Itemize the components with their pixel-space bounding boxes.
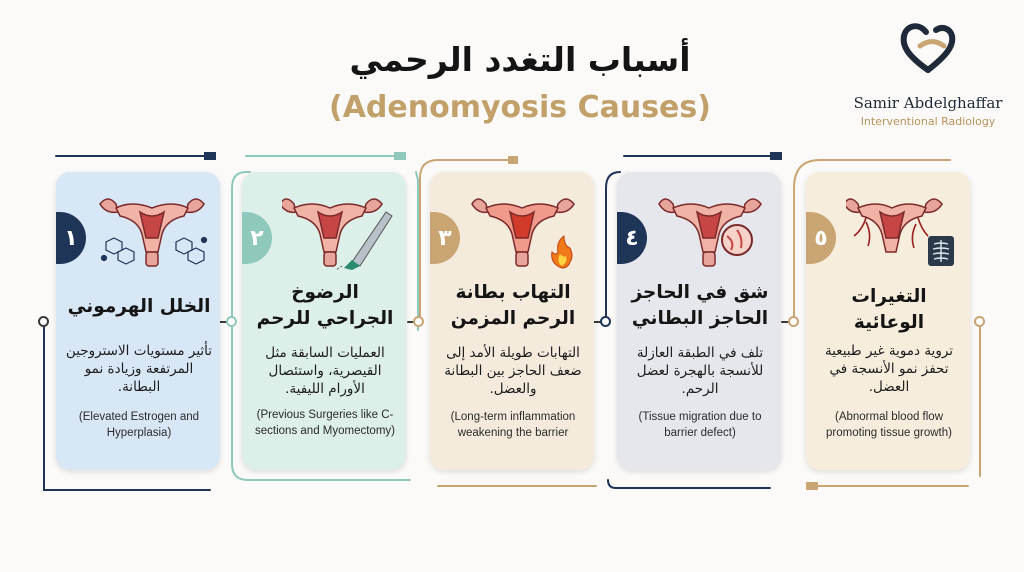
card-number-badge: ١ [56, 212, 86, 264]
card-number-badge: ٥ [806, 212, 836, 264]
cause-card-barrier-defect [617, 172, 781, 470]
connector-dot [974, 316, 985, 327]
cause-card-surgical [242, 172, 406, 470]
connector-dot [788, 316, 799, 327]
card-number-badge: ٣ [430, 212, 460, 264]
page-title-english: (Adenomyosis Causes) [329, 90, 711, 125]
card-description-arabic: التهابات طويلة الأمد إلى ضعف الحاجز بين البطانة والعضل. [444, 345, 582, 397]
card-heading: التهاب بطانة الرحم المزمن [450, 282, 576, 329]
cause-card-inflammation [430, 172, 594, 470]
brand-name: Samir Abdelghaffar [853, 94, 1003, 112]
heart-logo-icon [898, 20, 958, 76]
card-description-arabic: تأثير مستويات الاستروجين المرتفعة وزيادة نمو البطانة. [65, 343, 213, 395]
card-description-arabic: تلف في الطبقة العازلة للأنسجة بالهجرة لعضل الرحم. [636, 345, 764, 397]
card-description-english: (Elevated Estrogen and Hyperplasia) [78, 411, 200, 439]
uterus-magnifier-icon [657, 190, 769, 270]
card-heading: التغيرات الوعائية [851, 286, 927, 333]
brand-subtitle: Interventional Radiology [860, 115, 996, 128]
cause-card-vascular [806, 172, 970, 470]
connector-dot [413, 316, 424, 327]
card-number-badge: ٢ [242, 212, 272, 264]
connector-dot [226, 316, 237, 327]
uterus-flame-icon [470, 190, 582, 270]
page-title-arabic: أسباب التغدد الرحمي [349, 40, 691, 79]
card-description-english: (Previous Surgeries like C-sections and Myomectomy) [255, 409, 395, 437]
uterus-hormone-molecule-icon [96, 190, 208, 270]
card-number-badge: ٤ [617, 212, 647, 264]
card-description-english: (Abnormal blood flow promoting tissue growth) [826, 411, 952, 439]
card-description-arabic: العمليات السابقة مثل القيصرية، واستئصال الأورام الليفية. [265, 345, 385, 397]
card-heading: الرضوخ الجراحي للرحم [256, 282, 394, 329]
card-description-english: (Long-term inflammation weakening the barrier [450, 411, 576, 439]
card-heading: شق في الحاجز الحاجز البطاني [631, 282, 769, 329]
card-description-english: (Tissue migration due to barrier defect) [638, 411, 762, 439]
card-heading: الخلل الهرموني [67, 296, 211, 317]
card-description-arabic: تروية دموية غير طبيعية تحفز نمو الأنسجة في العضل. [824, 343, 954, 395]
uterus-scalpel-icon [282, 190, 394, 270]
cause-card-hormonal [56, 172, 220, 470]
brand-logo [848, 20, 1008, 128]
connector-dot [38, 316, 49, 327]
uterus-vessels-xray-icon [846, 190, 958, 270]
connector-dot [600, 316, 611, 327]
